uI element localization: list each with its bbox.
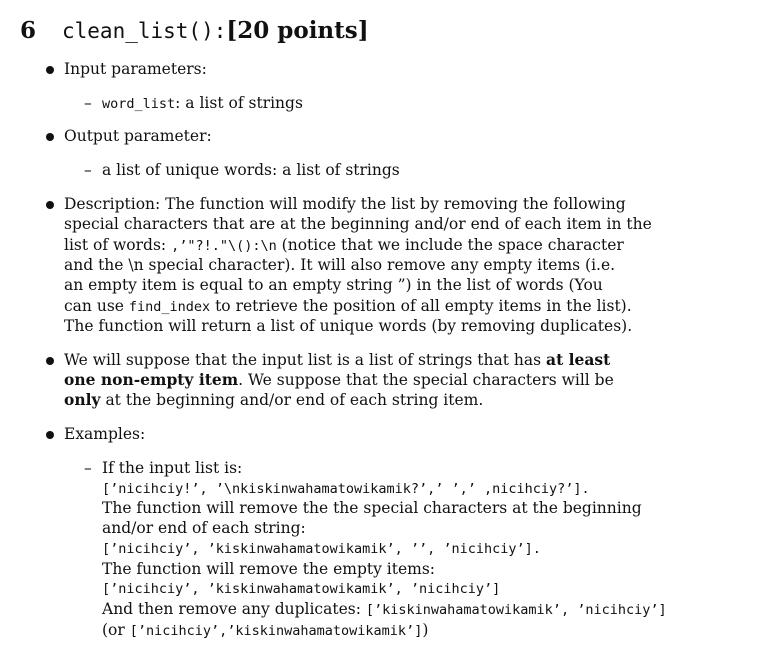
section-number: 6 [20,17,37,44]
example-text: And then remove any duplicates: [102,600,366,618]
description-line: and the \n special character). It will also remove any empty items (i.e. [64,256,616,274]
assumption-text: We will suppose that the input list is a list of strings that has [64,351,547,369]
description-text: to retrieve the position of all empty items in the list). [210,297,632,315]
special-chars: ,’"?!."\():\n [171,238,277,254]
assumption-text: at the beginning and/or end of each string item. [100,391,484,409]
example-text: (or [102,621,130,639]
example-line: The function will remove the empty items: [102,560,436,578]
description-text: (notice that we include the space character [276,236,624,254]
bullet-marker [46,66,54,74]
description-line: Description: The function will modify the list by removing the following [64,195,626,213]
function-name: clean_list(): [62,19,227,43]
section-heading [20,16,369,46]
example-line: The function will remove the the special characters at the beginning [102,499,642,517]
example-text: ) [422,621,429,639]
example-code: [’nicihciy’, ’kiskinwahamatowikamik’, ’nicihciy’] [102,581,501,597]
assumption-bold: only [64,390,101,409]
param-desc: : a list of strings [175,94,303,112]
examples-heading: Examples: [64,425,146,443]
example-code: [’nicihciy!’, ’\nkiskinwahamatowikamik?’,’ ’,’ ,nicihciy?’]. [102,481,590,497]
assumption-text: . We suppose that the special characters will be [238,371,614,389]
bullet-marker [46,133,54,141]
description-text: can use [64,297,129,315]
input-heading: Input parameters: [64,60,207,78]
assumption-line [64,350,610,370]
dash-marker: – [84,161,92,179]
description-line [64,235,624,256]
assumption-line [64,370,614,390]
description-line: special characters that are at the beginning and/or end of each item in the [64,215,652,233]
description-line [64,296,632,317]
input-param [102,93,303,114]
example-line [102,599,667,620]
bullet-marker [46,201,54,209]
example-code: [’nicihciy’, ’kiskinwahamatowikamik’, ’’, ’nicihciy’]. [102,541,541,557]
assumption-line [64,390,483,410]
output-desc: a list of unique words: a list of strings [102,161,400,179]
bullet-marker [46,357,54,365]
description-text: list of words: [64,236,172,254]
assumption-bold: one non-empty item [64,370,239,389]
description-line: The function will return a list of unique words (by removing duplicates). [64,317,633,335]
param-name: word_list [102,96,176,112]
example-code: [’nicihciy’,’kiskinwahamatowikamik’] [129,623,423,639]
bullet-marker [46,431,54,439]
description-line: an empty item is equal to an empty string ”) in the list of words (You [64,276,603,294]
example-line: and/or end of each string: [102,519,306,537]
dash-marker: – [84,459,92,477]
assumption-bold: at least [546,350,611,369]
dash-marker: – [84,94,92,112]
section-points: [20 points] [226,17,369,44]
output-heading: Output parameter: [64,127,212,145]
example-line [102,620,428,641]
find-index-code: find_index [128,299,211,315]
example-line: If the input list is: [102,459,243,477]
example-code: [’kiskinwahamatowikamik’, ’nicihciy’] [365,602,667,618]
